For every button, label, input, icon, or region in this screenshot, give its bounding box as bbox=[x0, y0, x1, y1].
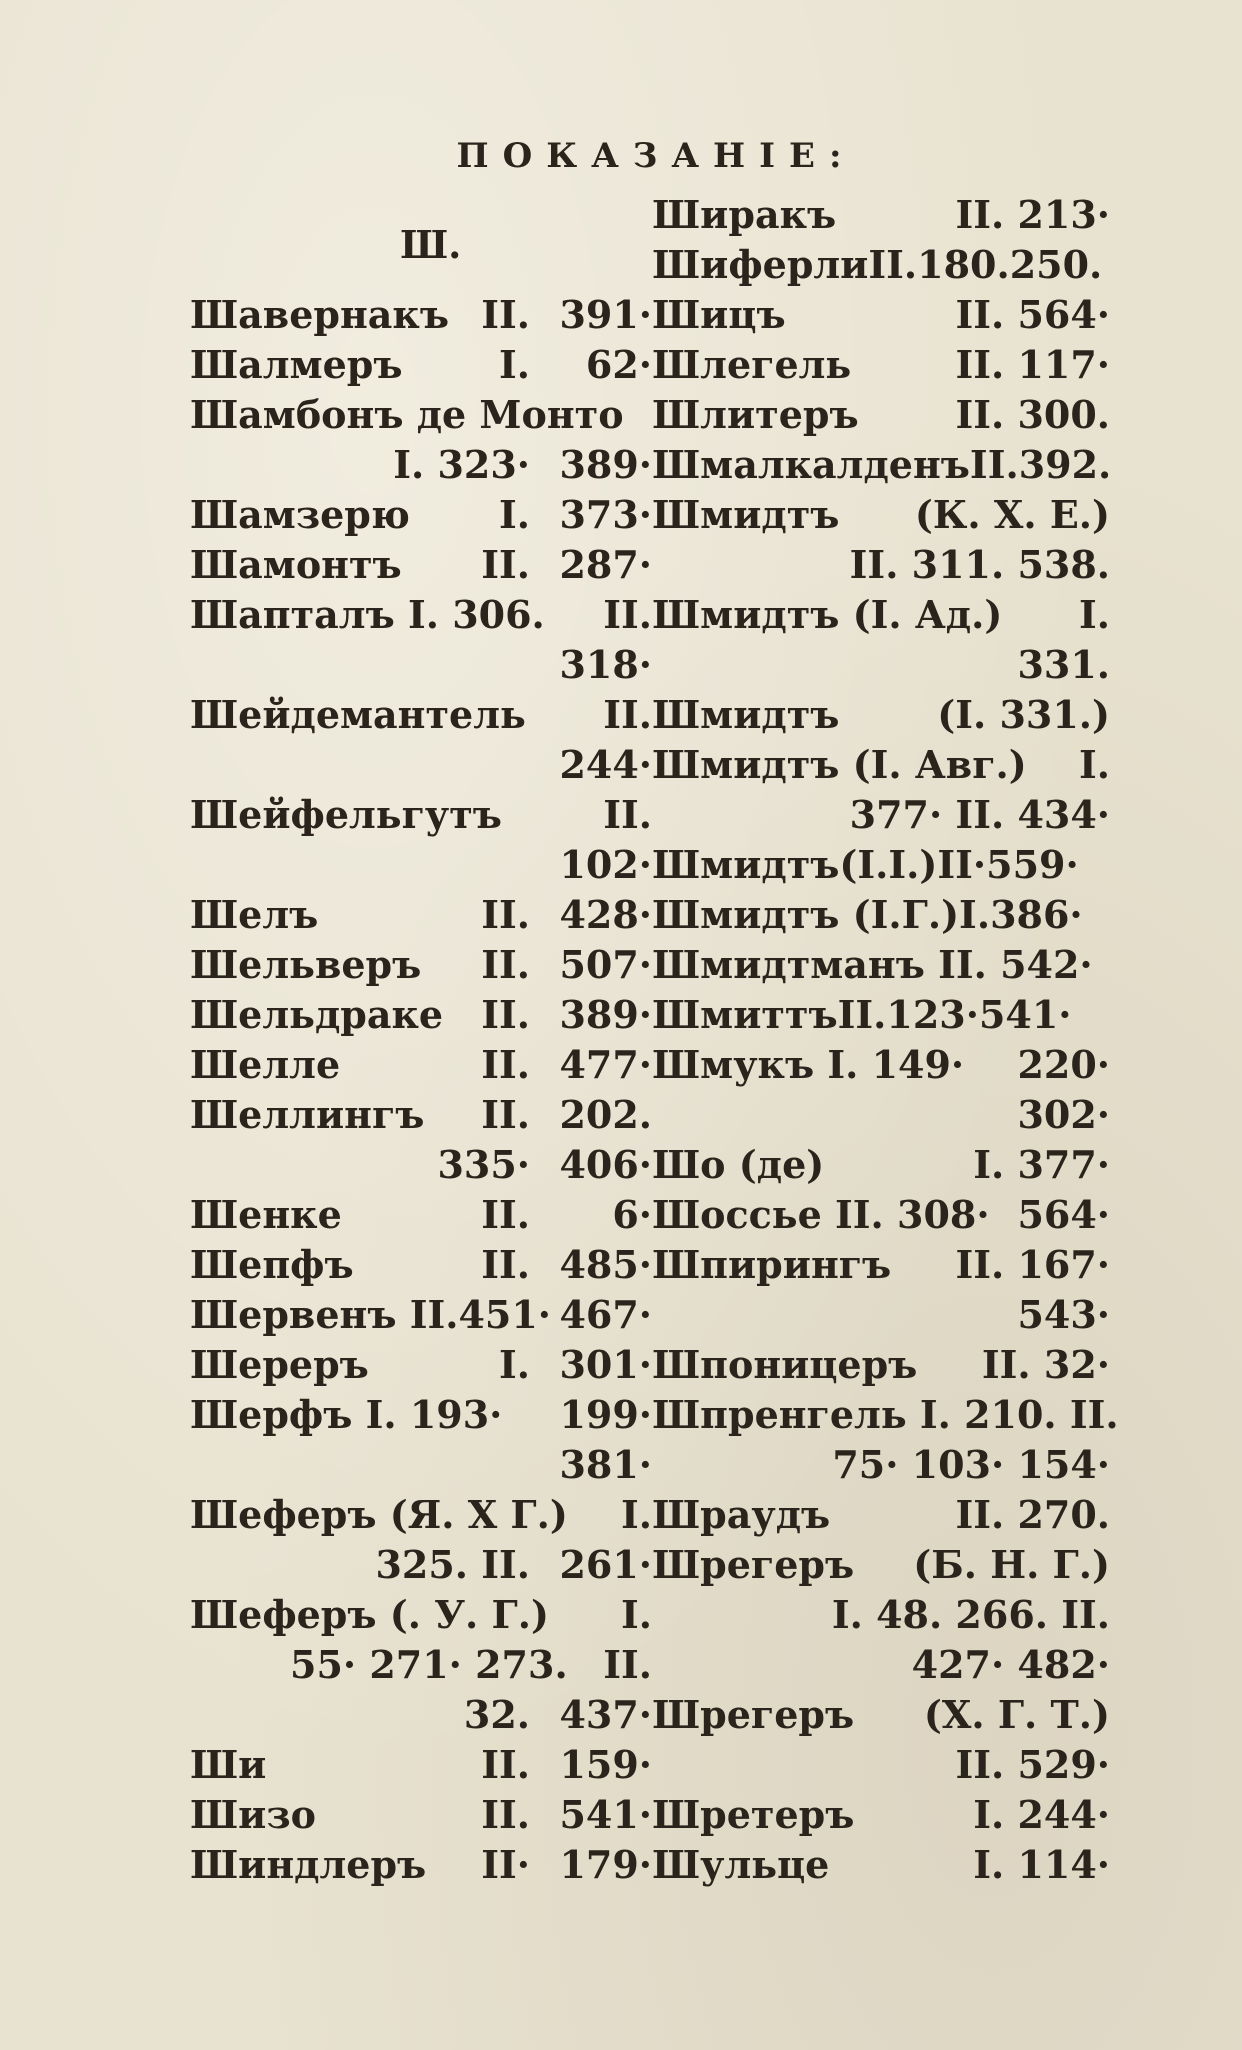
right-entry-reference: 543· bbox=[1017, 1292, 1110, 1337]
left-entry-pages: II. bbox=[603, 592, 652, 637]
left-entry-name: Шельверъ bbox=[190, 942, 422, 987]
left-entry-name: Шеллингъ bbox=[190, 1092, 425, 1137]
left-entry-volume: II. bbox=[481, 892, 530, 937]
left-entry-name: Шеферъ (. У. Г.) bbox=[190, 1592, 549, 1637]
right-entry-reference: I. 48. 266. II. bbox=[831, 1592, 1110, 1637]
right-entry-reference: 220· bbox=[1017, 1042, 1110, 1087]
right-entry-name: Шлитеръ bbox=[652, 392, 859, 437]
right-entry-reference: 377· II. 434· bbox=[849, 792, 1110, 837]
right-entry-name: ШмалкалденъII.392. bbox=[652, 442, 1112, 487]
section-letter: Ш. bbox=[400, 222, 462, 267]
right-entry-reference: II. 529· bbox=[955, 1742, 1110, 1787]
left-entry-name: Шамзерю bbox=[190, 492, 410, 537]
left-entry-name: Шелле bbox=[190, 1042, 341, 1087]
right-entry-reference: 302· bbox=[1017, 1092, 1110, 1137]
left-entry-pages: 62· bbox=[585, 342, 652, 387]
right-entry-name: Шпоницеръ bbox=[652, 1342, 918, 1387]
left-entry-pages: I. bbox=[620, 1592, 652, 1637]
left-entry-name: Ши bbox=[190, 1742, 267, 1787]
left-entry-name: Шавернакъ bbox=[190, 292, 449, 337]
right-entry-name: Шрегеръ bbox=[652, 1692, 855, 1737]
right-entry-name: Шмидтъ(I.I.)II·559· bbox=[652, 842, 1079, 887]
right-entry-reference: I. 114· bbox=[973, 1842, 1110, 1887]
right-entry-name: Шретеръ bbox=[652, 1792, 855, 1837]
left-entry-pages: 6· bbox=[612, 1192, 652, 1237]
left-entry-name: Шельдраке bbox=[190, 992, 444, 1037]
left-entry-pages: 389· bbox=[559, 442, 652, 487]
left-entry-name: Шенке bbox=[190, 1192, 342, 1237]
right-entry-name: Шлегель bbox=[652, 342, 852, 387]
left-entry-pages: I. bbox=[620, 1492, 652, 1537]
left-entry-pages: 202. bbox=[559, 1092, 652, 1137]
left-entry-name: Шамонтъ bbox=[190, 542, 402, 587]
left-entry-volume: II. bbox=[481, 1192, 530, 1237]
right-entry-reference: I. bbox=[1078, 742, 1110, 787]
left-entry-pages: 391· bbox=[559, 292, 652, 337]
left-entry-volume: I. bbox=[498, 492, 530, 537]
left-entry-pages: 381· bbox=[559, 1442, 652, 1487]
left-entry-volume: 325. II. bbox=[375, 1542, 530, 1587]
left-entry-pages: II. bbox=[603, 1642, 652, 1687]
left-entry-volume: II. bbox=[481, 1092, 530, 1137]
right-entry-reference: (Х. Г. Т.) bbox=[923, 1692, 1110, 1737]
left-entry-pages: 477· bbox=[559, 1042, 652, 1087]
left-entry-name: 55· 271· 273. bbox=[290, 1642, 568, 1687]
right-entry-name: ШмиттъII.123·541· bbox=[652, 992, 1072, 1037]
right-entry-reference: II. 270. bbox=[955, 1492, 1110, 1537]
right-entry-reference: I. 377· bbox=[973, 1142, 1110, 1187]
right-entry-reference: II. 32· bbox=[981, 1342, 1110, 1387]
right-entry-reference: II. 167· bbox=[955, 1242, 1110, 1287]
left-entry-pages: 389· bbox=[559, 992, 652, 1037]
left-entry-pages: II. bbox=[603, 792, 652, 837]
left-entry-name: Шизо bbox=[190, 1792, 316, 1837]
right-entry-reference: II. 300. bbox=[955, 392, 1110, 437]
right-entry-name: Шмидтъ bbox=[652, 692, 840, 737]
right-entry-reference: I. bbox=[1078, 592, 1110, 637]
right-entry-name: Шицъ bbox=[652, 292, 786, 337]
right-entry-reference: 75· 103· 154· bbox=[832, 1442, 1110, 1487]
left-entry-volume: 335· bbox=[437, 1142, 530, 1187]
left-entry-name: Шейдемантель bbox=[190, 692, 526, 737]
right-entry-reference: II. 117· bbox=[955, 342, 1110, 387]
left-entry-volume: II· bbox=[481, 1842, 530, 1887]
left-entry-pages: 244· bbox=[559, 742, 652, 787]
right-entry-reference: 331. bbox=[1017, 642, 1110, 687]
left-entry-pages: 318· bbox=[559, 642, 652, 687]
right-entry-name: Шо (де) bbox=[652, 1142, 825, 1187]
right-entry-reference: (К. Х. Е.) bbox=[914, 492, 1110, 537]
left-entry-name: Шалмеръ bbox=[190, 342, 403, 387]
left-entry-pages: 428· bbox=[559, 892, 652, 937]
left-entry-pages: 406· bbox=[559, 1142, 652, 1187]
right-entry-reference: II. 311. 538. bbox=[849, 542, 1110, 587]
right-entry-name: Шмидтъ (I. Ад.) bbox=[652, 592, 1003, 637]
page-header: ПОКАЗАНІЕ: bbox=[456, 136, 856, 176]
left-entry-pages: 373· bbox=[559, 492, 652, 537]
left-entry-name: Шереръ bbox=[190, 1342, 369, 1387]
right-entry-name: Шоссье II. 308· bbox=[652, 1192, 990, 1237]
left-entry-volume: I. bbox=[498, 1342, 530, 1387]
right-entry-name: ШиферлиII.180.250. bbox=[652, 242, 1103, 287]
left-entry-volume: II. bbox=[481, 992, 530, 1037]
left-entry-volume: I. bbox=[498, 342, 530, 387]
left-entry-pages: 541· bbox=[559, 1792, 652, 1837]
left-entry-pages: 287· bbox=[559, 542, 652, 587]
right-entry-reference: II. 564· bbox=[955, 292, 1110, 337]
right-entry-name: Шмукъ I. 149· bbox=[652, 1042, 965, 1087]
left-entry-pages: 102· bbox=[559, 842, 652, 887]
left-entry-volume: II. bbox=[481, 1042, 530, 1087]
left-entry-pages: 437· bbox=[559, 1692, 652, 1737]
left-entry-name: Шеферъ (Я. Х Г.) bbox=[190, 1492, 568, 1537]
right-entry-name: Шмидтъ (I.Г.)I.386· bbox=[652, 892, 1083, 937]
right-entry-name: Шпирингъ bbox=[652, 1242, 892, 1287]
right-entry-reference: (Б. Н. Г.) bbox=[913, 1542, 1110, 1587]
left-entry-volume: I. 323· bbox=[393, 442, 530, 487]
right-entry-name: Шраудъ bbox=[652, 1492, 831, 1537]
left-entry-name: Шапталъ I. 306. bbox=[190, 592, 545, 637]
left-entry-volume: II. bbox=[481, 1792, 530, 1837]
left-entry-volume: II. bbox=[481, 1242, 530, 1287]
left-entry-pages: 467· bbox=[559, 1292, 652, 1337]
right-entry-name: Шпренгель I. 210. II. bbox=[652, 1392, 1119, 1437]
left-entry-pages: II. bbox=[603, 692, 652, 737]
right-entry-reference: 564· bbox=[1017, 1192, 1110, 1237]
right-entry-reference: 427· 482· bbox=[911, 1642, 1110, 1687]
left-entry-volume: II. bbox=[481, 942, 530, 987]
right-entry-name: Шульце bbox=[652, 1842, 830, 1887]
left-entry-volume: II. bbox=[481, 292, 530, 337]
left-entry-pages: 159· bbox=[559, 1742, 652, 1787]
right-entry-name: Шрегеръ bbox=[652, 1542, 855, 1587]
left-entry-pages: 485· bbox=[559, 1242, 652, 1287]
right-entry-name: Шмидтъ bbox=[652, 492, 840, 537]
left-entry-pages: 199· bbox=[559, 1392, 652, 1437]
right-entry-name: Ширакъ bbox=[652, 192, 837, 237]
left-entry-volume: 32. bbox=[463, 1692, 530, 1737]
left-entry-name: Шиндлеръ bbox=[190, 1842, 427, 1887]
right-entry-reference: II. 213· bbox=[955, 192, 1110, 237]
left-entry-name: Шамбонъ де Монто bbox=[190, 392, 624, 437]
left-entry-volume: II. bbox=[481, 542, 530, 587]
right-entry-name: Шмидтъ (I. Авг.) bbox=[652, 742, 1027, 787]
left-entry-pages: 507· bbox=[559, 942, 652, 987]
left-entry-pages: 301· bbox=[559, 1342, 652, 1387]
left-entry-name: Шейфельгутъ bbox=[190, 792, 502, 837]
right-entry-name: Шмидтманъ II. 542· bbox=[652, 942, 1093, 987]
left-entry-volume: II. bbox=[481, 1742, 530, 1787]
left-entry-pages: 261· bbox=[559, 1542, 652, 1587]
right-entry-reference: I. 244· bbox=[973, 1792, 1110, 1837]
right-entry-reference: (I. 331.) bbox=[937, 692, 1110, 737]
left-entry-pages: 179· bbox=[559, 1842, 652, 1887]
left-entry-name: Шелъ bbox=[190, 892, 319, 937]
left-entry-name: Шерфъ I. 193· bbox=[190, 1392, 503, 1437]
left-entry-name: Шепфъ bbox=[190, 1242, 354, 1287]
left-entry-name: Шервенъ II.451· bbox=[190, 1292, 552, 1337]
